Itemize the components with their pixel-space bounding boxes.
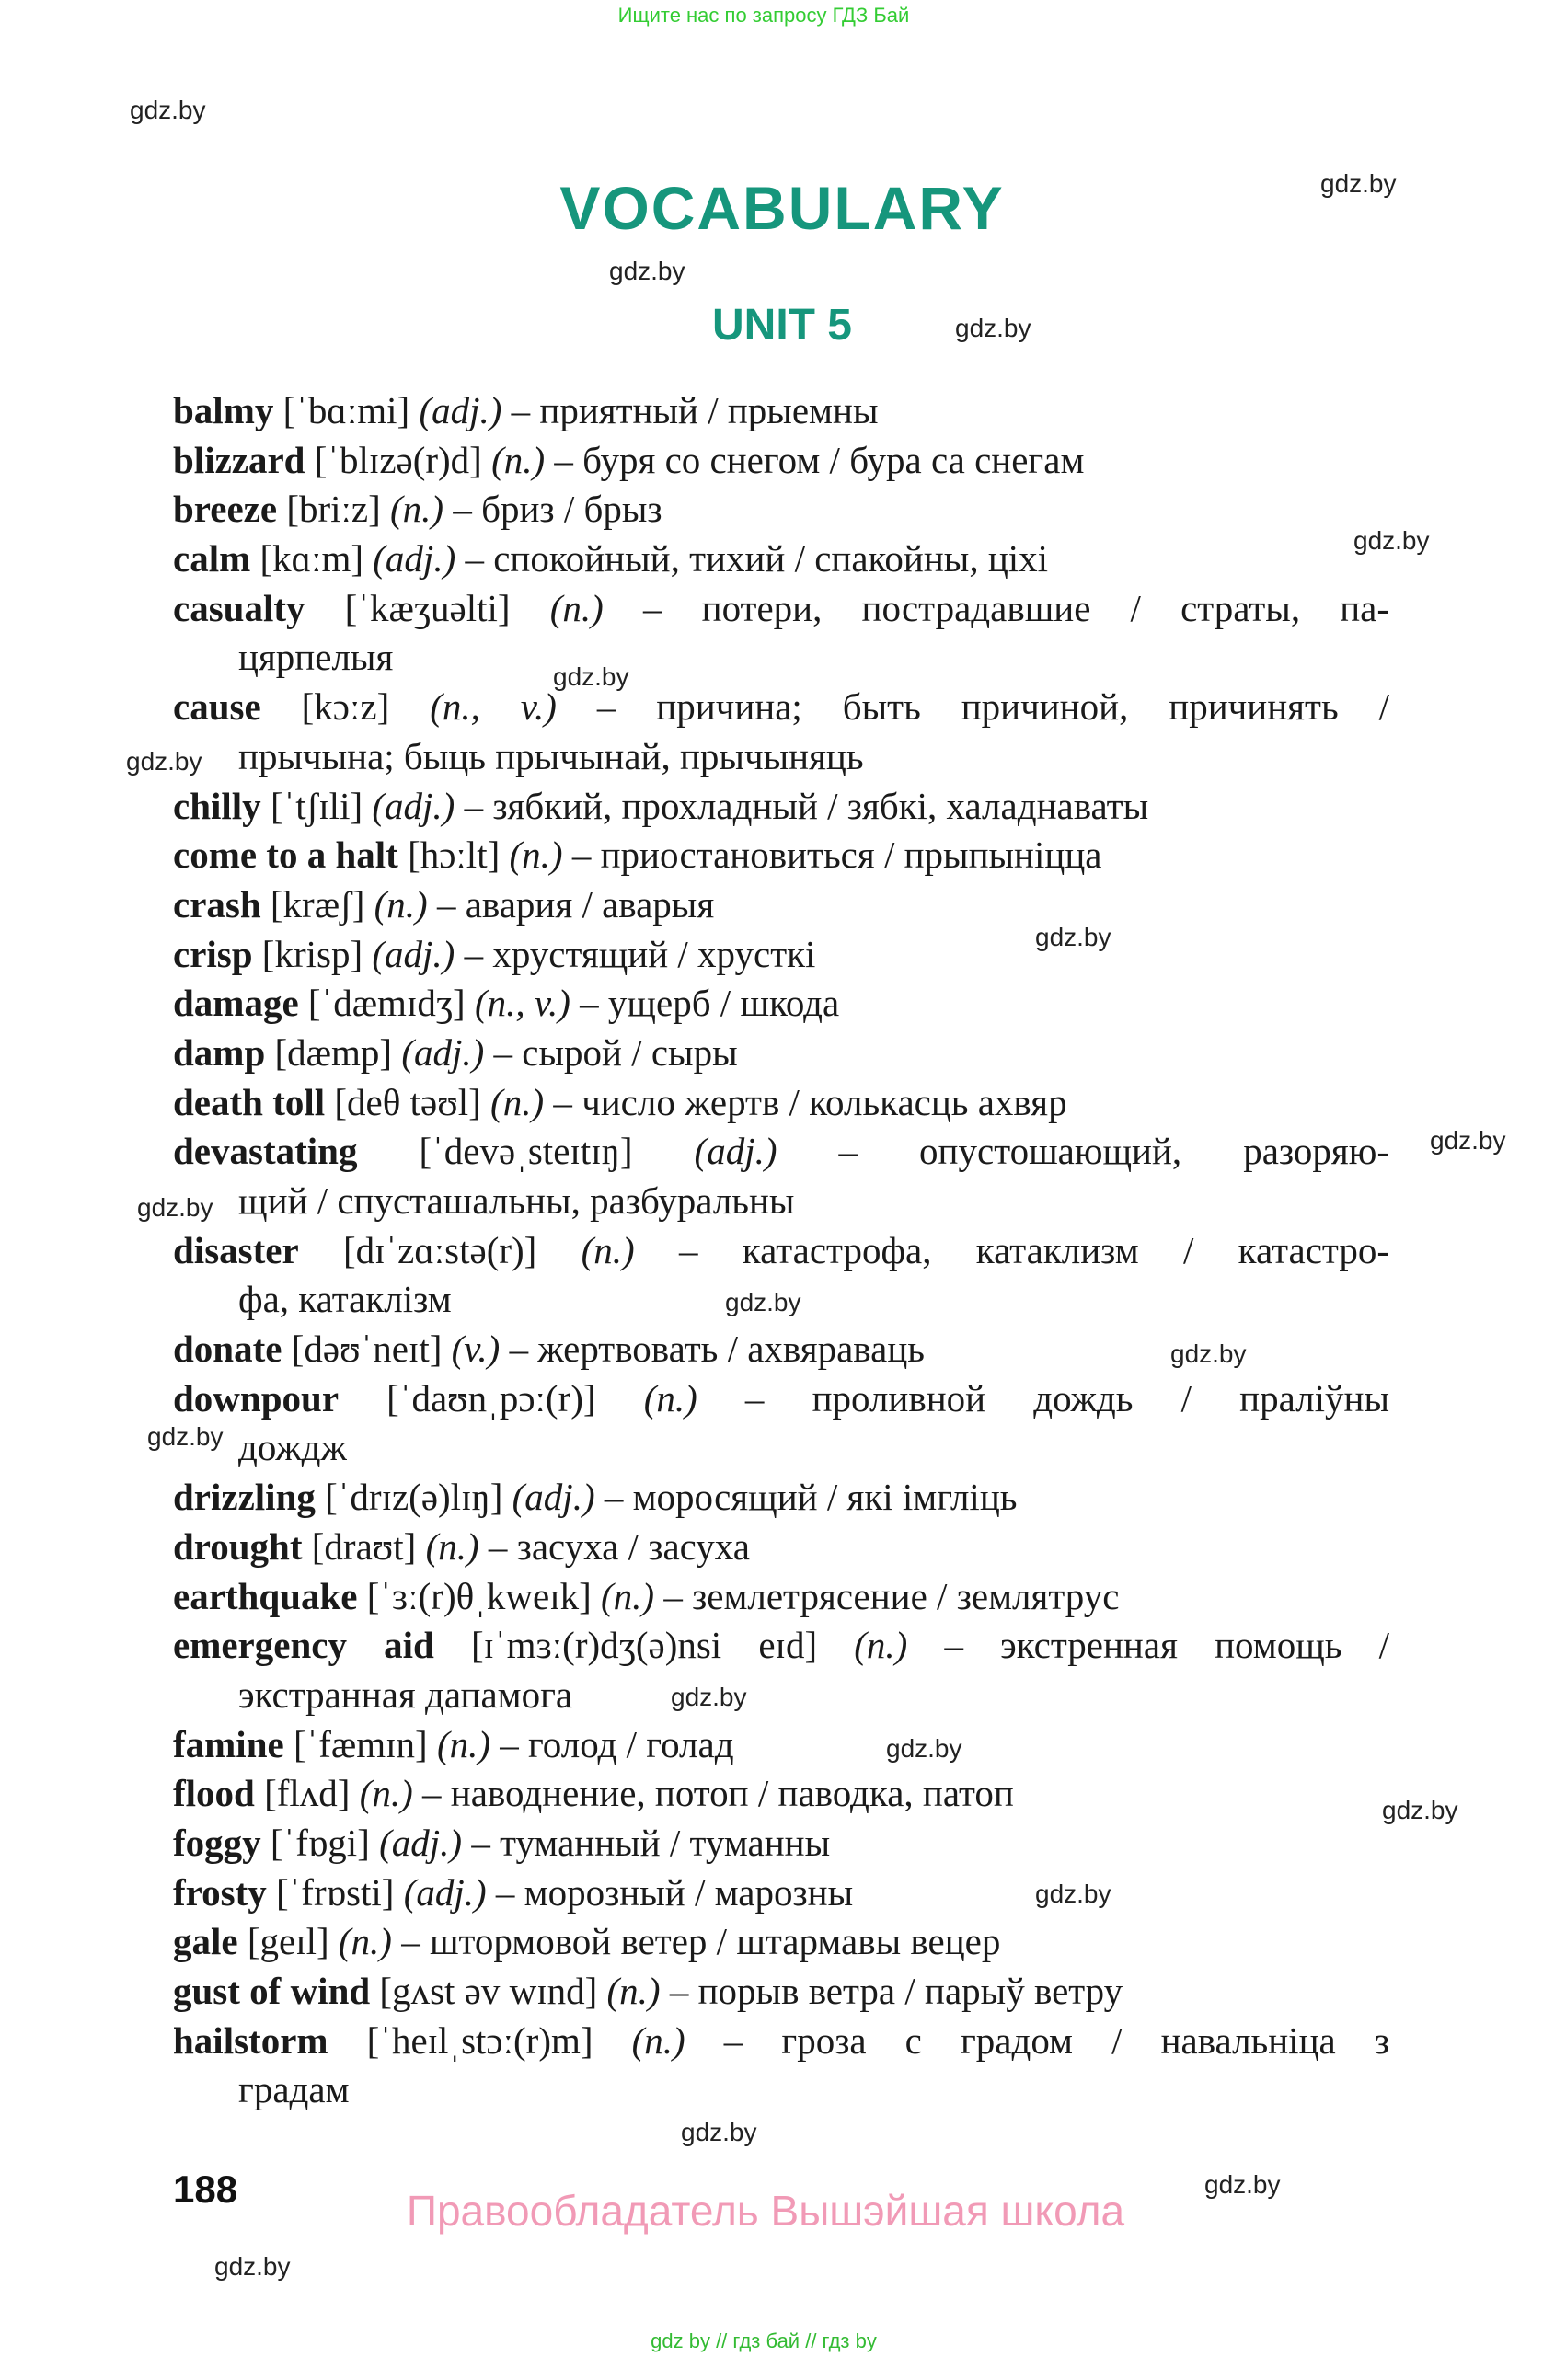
headword: gust of wind xyxy=(173,1970,371,2012)
translation: – землетрясение / землятрус xyxy=(663,1574,1120,1617)
translation: – число жертв / колькасць ахвяр xyxy=(553,1080,1067,1123)
copyright-notice: Правообладатель Вышэйшая школа xyxy=(406,2187,1125,2235)
vocabulary-entry xyxy=(173,930,1389,980)
part-of-speech: (n.) xyxy=(390,488,444,531)
transcription: [ˈbɑːmi] xyxy=(282,389,410,431)
part-of-speech: (n., v.) xyxy=(474,982,570,1025)
part-of-speech: (adj.) xyxy=(372,932,455,975)
transcription: [kɑːm] xyxy=(259,537,364,581)
vocabulary-entry xyxy=(173,1374,1389,1424)
translation: – засуха / засуха xyxy=(488,1524,750,1568)
transcription: [hɔːlt] xyxy=(408,834,501,877)
translation: – хрустящий / хрусткі xyxy=(464,932,816,975)
footer-links: gdz by // гдз бай // гдз by xyxy=(651,2329,877,2352)
part-of-speech: (adj.) xyxy=(379,1821,463,1864)
watermark: gdz.by xyxy=(886,1734,962,1763)
part-of-speech: (n.) xyxy=(643,1376,697,1420)
headword: calm xyxy=(173,537,251,581)
vocabulary-entry xyxy=(173,683,1389,732)
vocabulary-entry-continuation: щий / спусташальны, разбуральны xyxy=(238,1179,795,1222)
translation: – голод / голад xyxy=(500,1722,734,1765)
translation: – причина; быть причиной, причинять / xyxy=(596,685,1389,729)
vocabulary-entry xyxy=(173,1917,1389,1967)
watermark: gdz.by xyxy=(609,257,685,285)
vocabulary-entry xyxy=(173,1226,1389,1276)
part-of-speech: (n.) xyxy=(509,834,563,877)
transcription: [ˈfrɒsti] xyxy=(275,1870,395,1914)
part-of-speech: (n.) xyxy=(374,882,428,926)
vocabulary-entry xyxy=(173,1621,1389,1671)
vocabulary-entry xyxy=(173,979,1389,1029)
part-of-speech: (v.) xyxy=(451,1328,501,1371)
transcription: [ˈblɪzə(r)d] xyxy=(314,438,482,481)
headword: gale xyxy=(173,1920,238,1963)
headword: balmy xyxy=(173,389,274,431)
translation: – жертвовать / ахвяраваць xyxy=(509,1328,925,1371)
part-of-speech: (n., v.) xyxy=(430,685,557,729)
transcription: [ˈdaʊnˌpɔː(r)] xyxy=(386,1376,596,1420)
translation: – катастрофа, катаклизм / катастро- xyxy=(679,1228,1389,1271)
watermark: gdz.by xyxy=(725,1288,801,1316)
translation: – опустошающий, разоряю- xyxy=(838,1130,1389,1173)
transcription: [dæmp] xyxy=(274,1030,393,1074)
transcription: [ˈfɒgi] xyxy=(270,1821,370,1864)
headword: drizzling xyxy=(173,1476,316,1519)
headword: disaster xyxy=(173,1228,299,1271)
headword: downpour xyxy=(173,1376,340,1420)
vocabulary-entry xyxy=(173,1868,1389,1918)
part-of-speech: (n.) xyxy=(606,1970,661,2012)
transcription: [krisp] xyxy=(261,932,363,975)
headword: foggy xyxy=(173,1821,261,1864)
watermark: gdz.by xyxy=(1204,2170,1281,2199)
part-of-speech: (n.) xyxy=(436,1722,491,1765)
transcription: [ˈkæʒuəlti] xyxy=(344,586,511,629)
transcription: [kræʃ] xyxy=(270,882,365,926)
vocabulary-entry xyxy=(173,1473,1389,1523)
transcription: [ˈɜː(r)θˌkweɪk] xyxy=(366,1574,592,1617)
translation: – наводнение, потоп / паводка, патоп xyxy=(422,1772,1014,1815)
part-of-speech: (n.) xyxy=(491,438,546,481)
transcription: [ˈdrɪz(ə)lɪŋ] xyxy=(325,1476,503,1519)
vocabulary-entry xyxy=(173,436,1389,486)
translation: – гроза с градом / навальніца з xyxy=(723,2018,1389,2062)
transcription: [ˈfæmɪn] xyxy=(293,1722,428,1765)
vocabulary-entry-continuation: фа, катаклізм xyxy=(238,1278,452,1321)
vocabulary-entry-continuation: экстранная дапамога xyxy=(238,1673,573,1716)
part-of-speech: (n.) xyxy=(338,1920,392,1963)
part-of-speech: (n.) xyxy=(854,1624,908,1667)
part-of-speech: (adj.) xyxy=(694,1130,777,1173)
vocabulary-entry xyxy=(173,2017,1389,2066)
transcription: [ˈdæmɪdʒ] xyxy=(307,982,466,1025)
transcription: [dəʊˈneɪt] xyxy=(291,1328,443,1371)
headword: earthquake xyxy=(173,1574,358,1617)
part-of-speech: (n.) xyxy=(581,1228,635,1271)
part-of-speech: (n.) xyxy=(549,586,604,629)
vocabulary-entry xyxy=(173,535,1389,584)
headword: damp xyxy=(173,1030,266,1074)
transcription: [geɪl] xyxy=(247,1920,329,1963)
translation: – сырой / сыры xyxy=(493,1030,738,1074)
headword: blizzard xyxy=(173,438,305,481)
vocabulary-entry xyxy=(173,1572,1389,1622)
translation: – потери, пострадавшие / страты, па- xyxy=(642,586,1389,629)
vocabulary-entry xyxy=(173,1819,1389,1868)
headword: come to a halt xyxy=(173,834,398,877)
page-number: 188 xyxy=(173,2167,238,2211)
part-of-speech: (n.) xyxy=(490,1080,545,1123)
translation: – авария / аварыя xyxy=(436,882,715,926)
watermark: gdz.by xyxy=(681,2118,757,2146)
headword: flood xyxy=(173,1772,255,1815)
translation: – штормовой ветер / штармавы вецер xyxy=(401,1920,1001,1963)
watermark: gdz.by xyxy=(1430,1126,1506,1155)
transcription: [briːz] xyxy=(286,488,381,531)
unit-heading: UNIT 5 xyxy=(711,301,852,350)
headword: famine xyxy=(173,1722,284,1765)
part-of-speech: (adj.) xyxy=(373,537,456,581)
transcription: [ɪˈmɜː(r)dʒ(ə)nsi eɪd] xyxy=(470,1624,818,1667)
headword: crisp xyxy=(173,932,253,975)
watermark: gdz.by xyxy=(1382,1796,1458,1824)
translation: – буря со снегом / бура са снегам xyxy=(554,438,1085,481)
transcription: [draʊt] xyxy=(311,1524,417,1568)
translation: – зябкий, прохладный / зябкі, халаднаваты xyxy=(464,784,1149,827)
headword: drought xyxy=(173,1524,303,1568)
watermark: gdz.by xyxy=(1320,169,1397,198)
transcription: [kɔːz] xyxy=(301,685,390,729)
transcription: [ˈheɪlˌstɔː(r)m] xyxy=(366,2018,593,2062)
vocabulary-entry xyxy=(173,485,1389,535)
translation: – проливной дождь / праліўны xyxy=(744,1376,1389,1420)
headword: cause xyxy=(173,685,261,729)
part-of-speech: (adj.) xyxy=(401,1030,485,1074)
vocabulary-entry xyxy=(173,1078,1389,1128)
vocabulary-entry xyxy=(173,1029,1389,1078)
headword: frosty xyxy=(173,1870,267,1914)
vocabulary-entry xyxy=(173,831,1389,880)
translation: – приостановиться / прыпыніцца xyxy=(571,834,1102,877)
vocabulary-entry-continuation: прычына; быць прычынай, прычыняць xyxy=(238,734,864,777)
transcription: [deθ təʊl] xyxy=(334,1080,481,1123)
translation: – туманный / туманны xyxy=(471,1821,831,1864)
translation: – порыв ветра / парыў ветру xyxy=(669,1970,1123,2012)
vocabulary-entry-continuation: градам xyxy=(238,2068,350,2111)
page-title: VOCABULARY xyxy=(559,174,1005,242)
watermark: gdz.by xyxy=(955,314,1031,342)
watermark: gdz.by xyxy=(553,662,629,691)
watermark: gdz.by xyxy=(130,96,206,124)
translation: – экстренная помощь / xyxy=(944,1624,1389,1667)
vocabulary-entry xyxy=(173,386,1389,436)
headword: crash xyxy=(173,882,261,926)
headword: breeze xyxy=(173,488,278,531)
vocabulary-entry xyxy=(173,1967,1389,2017)
part-of-speech: (n.) xyxy=(601,1574,655,1617)
part-of-speech: (n.) xyxy=(425,1524,479,1568)
part-of-speech: (n.) xyxy=(631,2018,685,2062)
watermark: gdz.by xyxy=(214,2252,291,2281)
headword: death toll xyxy=(173,1080,326,1123)
translation: – ущерб / шкода xyxy=(580,982,840,1025)
transcription: [dɪˈzɑːstə(r)] xyxy=(342,1228,537,1271)
translation: – моросящий / які імгліць xyxy=(604,1476,1018,1519)
transcription: [ˈdevəˌsteɪtɪŋ] xyxy=(419,1130,633,1173)
watermark: gdz.by xyxy=(1035,923,1111,951)
translation: – морозный / марозны xyxy=(495,1870,854,1914)
vocabulary-entry xyxy=(173,880,1389,930)
headword: casualty xyxy=(173,586,305,629)
vocabulary-entry xyxy=(173,782,1389,832)
transcription: [gʌst əv wɪnd] xyxy=(379,1970,598,2012)
vocabulary-entry-continuation: цярпелыя xyxy=(238,636,394,679)
watermark: gdz.by xyxy=(137,1193,213,1222)
part-of-speech: (adj.) xyxy=(403,1870,487,1914)
transcription: [flʌd] xyxy=(264,1772,351,1815)
vocabulary-entry xyxy=(173,1769,1389,1819)
watermark: gdz.by xyxy=(1170,1339,1247,1368)
translation: – приятный / прыемны xyxy=(511,389,879,431)
transcription: [ˈtʃɪli] xyxy=(270,784,363,827)
watermark: gdz.by xyxy=(1035,1880,1111,1908)
headword: devastating xyxy=(173,1130,358,1173)
headword: hailstorm xyxy=(173,2018,328,2062)
watermark: gdz.by xyxy=(671,1683,747,1711)
vocabulary-list xyxy=(173,386,1389,2115)
vocabulary-entry-continuation: дождж xyxy=(238,1426,347,1469)
part-of-speech: (adj.) xyxy=(419,389,502,431)
watermark: gdz.by xyxy=(147,1422,224,1451)
watermark: gdz.by xyxy=(126,747,202,776)
part-of-speech: (adj.) xyxy=(372,784,455,827)
headword: emergency aid xyxy=(173,1624,434,1667)
top-search-note: Ищите нас по запросу ГДЗ Бай xyxy=(617,4,910,27)
part-of-speech: (n.) xyxy=(359,1772,413,1815)
vocabulary-entry xyxy=(173,1127,1389,1177)
headword: donate xyxy=(173,1328,282,1371)
vocabulary-entry xyxy=(173,1523,1389,1572)
headword: chilly xyxy=(173,784,261,827)
vocabulary-entry xyxy=(173,584,1389,634)
translation: – бриз / брыз xyxy=(453,488,662,531)
translation: – спокойный, тихий / спакойны, ціхі xyxy=(465,537,1049,581)
headword: damage xyxy=(173,982,299,1025)
vocabulary-entry xyxy=(173,1720,1389,1770)
watermark: gdz.by xyxy=(1353,526,1430,555)
part-of-speech: (adj.) xyxy=(512,1476,595,1519)
